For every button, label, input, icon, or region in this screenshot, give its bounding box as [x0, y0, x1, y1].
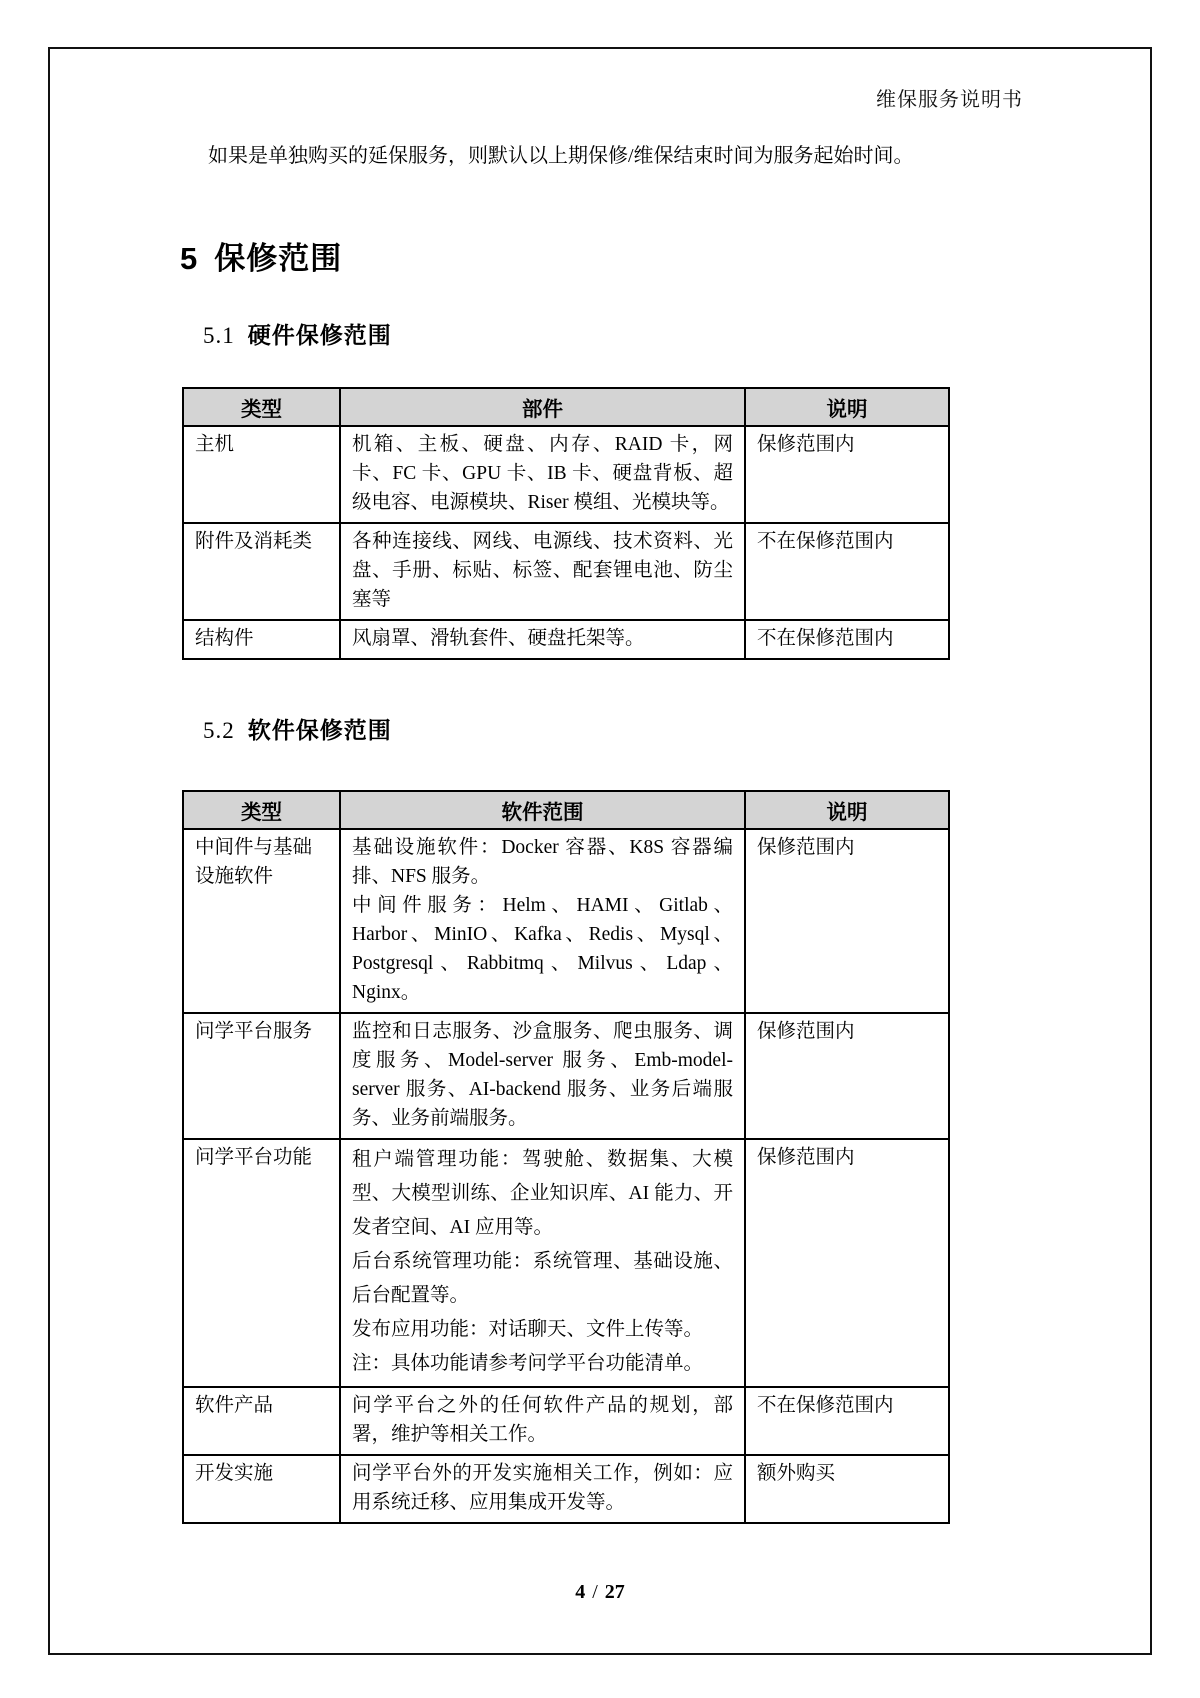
note-cell: 额外购买: [745, 1455, 949, 1523]
type-cell: 附件及消耗类: [183, 523, 340, 620]
intro-paragraph: 如果是单独购买的延保服务，则默认以上期保修/维保结束时间为服务起始时间。: [208, 145, 914, 167]
section-heading: [180, 233, 342, 278]
table-row: [183, 829, 949, 1013]
scope-paragraph: 问学平台之外的任何软件产品的规划，部署，维护等相关工作。: [352, 1395, 733, 1445]
software-warranty-table: [182, 790, 950, 1524]
type-cell: 软件产品: [183, 1387, 340, 1455]
table-header-row: [183, 388, 949, 426]
scope-cell: [340, 1013, 745, 1139]
table-row: [183, 1455, 949, 1523]
note-cell: 保修范围内: [745, 1013, 949, 1139]
scope-paragraph: 风扇罩、滑轨套件、硬盘托架等。: [352, 628, 645, 649]
table-row: [183, 620, 949, 659]
subsection-number: 5.1: [203, 323, 235, 348]
type-cell: 结构件: [183, 620, 340, 659]
table-row: [183, 523, 949, 620]
column-header: 类型: [183, 791, 340, 829]
type-cell: 主机: [183, 426, 340, 523]
table-row: [183, 1139, 949, 1387]
section-title: 保修范围: [214, 241, 343, 276]
note-cell: 保修范围内: [745, 426, 949, 523]
column-header: 部件: [340, 388, 745, 426]
column-header: 说明: [745, 791, 949, 829]
scope-paragraph: 机箱、主板、硬盘、内存、RAID 卡，网卡、FC 卡、GPU 卡、IB 卡、硬盘背板、超级电容、电源模块、Riser 模组、光模块等。: [352, 434, 733, 513]
page-number-footer: [0, 1581, 1200, 1604]
scope-cell: [340, 426, 745, 523]
type-cell: 中间件与基础设施软件: [183, 829, 340, 1013]
current-page-number: 4: [575, 1581, 586, 1603]
scope-cell: [340, 1455, 745, 1523]
page-number-separator: /: [592, 1581, 598, 1603]
note-cell: 保修范围内: [745, 1139, 949, 1387]
table-row: [183, 1013, 949, 1139]
subsection-heading-software: [203, 712, 392, 745]
note-cell: 不在保修范围内: [745, 620, 949, 659]
scope-cell: [340, 523, 745, 620]
subsection-title: 硬件保修范围: [247, 322, 392, 348]
scope-paragraph: 注：具体功能请参考问学平台功能清单。: [352, 1353, 704, 1374]
scope-paragraph: 监控和日志服务、沙盒服务、爬虫服务、调度服务、Model-server 服务、Emb-model-server 服务、AI-backend 服务、业务后端服务、业务前端服务。: [352, 1021, 733, 1129]
scope-paragraph: 问学平台外的开发实施相关工作，例如：应用系统迁移、应用集成开发等。: [352, 1463, 733, 1513]
type-cell: 开发实施: [183, 1455, 340, 1523]
document-title-header: 维保服务说明书: [876, 89, 1023, 111]
scope-paragraph: 各种连接线、网线、电源线、技术资料、光盘、手册、标贴、标签、配套锂电池、防尘塞等: [352, 531, 733, 610]
table-row: [183, 426, 949, 523]
scope-paragraph: 基础设施软件：Docker 容器、K8S 容器编排、NFS 服务。: [352, 837, 733, 887]
note-cell: 保修范围内: [745, 829, 949, 1013]
scope-paragraph: 后台系统管理功能：系统管理、基础设施、后台配置等。: [352, 1251, 733, 1306]
subsection-heading-hardware: [203, 317, 392, 350]
scope-cell: [340, 1387, 745, 1455]
scope-cell: [340, 1139, 745, 1387]
section-number: 5: [180, 241, 199, 276]
column-header: 类型: [183, 388, 340, 426]
table-row: [183, 1387, 949, 1455]
type-cell: 问学平台服务: [183, 1013, 340, 1139]
hardware-warranty-table: [182, 387, 950, 660]
subsection-title: 软件保修范围: [247, 717, 392, 743]
table-header-row: [183, 791, 949, 829]
scope-paragraph: 租户端管理功能：驾驶舱、数据集、大模型、大模型训练、企业知识库、AI 能力、开发者空间、AI 应用等。: [352, 1149, 733, 1238]
column-header: 说明: [745, 388, 949, 426]
subsection-number: 5.2: [203, 718, 235, 743]
scope-paragraph: 中间件服务：Helm、HAMI、Gitlab、Harbor、MinIO、Kafka、Redis、Mysql、Postgresql、Rabbitmq、Milvus、Ldap、Nginx。: [352, 895, 733, 1003]
scope-cell: [340, 829, 745, 1013]
total-page-count: 27: [604, 1581, 625, 1603]
scope-cell: [340, 620, 745, 659]
note-cell: 不在保修范围内: [745, 523, 949, 620]
column-header: 软件范围: [340, 791, 745, 829]
type-cell: 问学平台功能: [183, 1139, 340, 1387]
scope-paragraph: 发布应用功能：对话聊天、文件上传等。: [352, 1319, 704, 1340]
note-cell: 不在保修范围内: [745, 1387, 949, 1455]
